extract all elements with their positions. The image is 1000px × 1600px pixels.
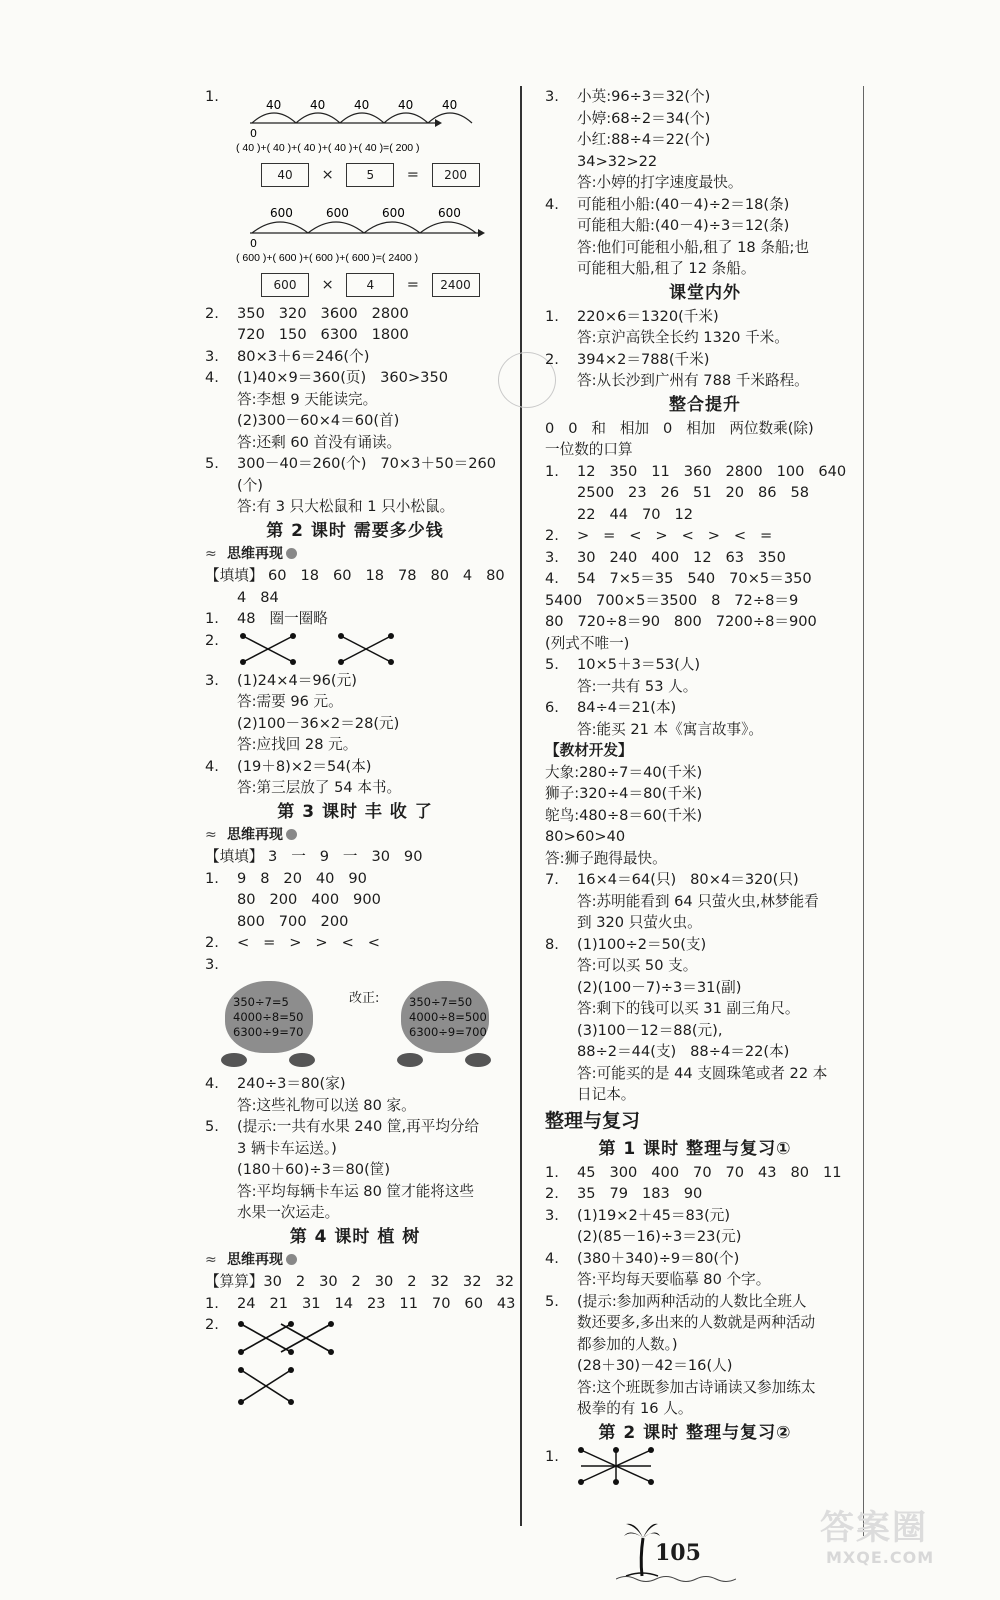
lesson-3-heading: 第 3 课时 丰 收 了: [277, 801, 433, 822]
answer-line: 1. 24 21 31 14 23 11 70 60 43: [205, 1294, 516, 1312]
answer-line: (2)100－36×2＝28(元): [237, 714, 400, 732]
answer-line: 4 84: [237, 588, 279, 606]
answer-line: (2)(100－7)÷3＝31(副): [577, 978, 742, 996]
box-product: 200: [432, 163, 480, 187]
answer-line: (2)(85－16)÷3＝23(元): [577, 1228, 742, 1245]
answer-line: 5. (提示:参加两种活动的人数比全班人: [545, 1292, 807, 1310]
axis-arrow: [435, 119, 442, 127]
answer-line: 答:小婷的打字速度最快。: [577, 174, 743, 191]
think-banner: ≈ 思维再现: [205, 544, 505, 566]
box-row-1: [261, 163, 480, 187]
arc-label: 40: [266, 97, 282, 112]
box-row-2: [261, 273, 480, 297]
leaf-icon: [465, 1053, 491, 1067]
right-column: [545, 86, 845, 1490]
answer-line: 小红:88÷4＝22(个): [577, 131, 711, 148]
answer-line: 都参加的人数。): [577, 1335, 678, 1353]
answer-line: 3. 小英:96÷3＝32(个): [545, 88, 711, 105]
peach-equations: 350÷7=5 4000÷8=50 6300÷9=70: [233, 995, 304, 1039]
answers-block-b: [205, 565, 505, 799]
answer-line: 4. (380＋340)÷9＝80(个): [545, 1249, 740, 1267]
arc: [340, 113, 384, 123]
answer-line: 答:还剩 60 首没有诵读。: [237, 433, 402, 451]
answer-line: 鸵鸟:480÷8＝60(千米): [545, 806, 703, 824]
answer-line: 日记本。: [577, 1086, 636, 1103]
answer-line: 答:这个班既参加古诗诵读又参加练太: [577, 1378, 816, 1396]
answer-line: 答:京沪高铁全长约 1320 千米。: [577, 329, 789, 346]
answer-line: (列式不唯一): [545, 634, 630, 652]
arc: [252, 113, 296, 123]
answer-line: 答:有 3 只大松鼠和 1 只小松鼠。: [237, 498, 455, 515]
brain-icon: [286, 548, 297, 559]
brain-icon: [286, 829, 297, 840]
star-lines-diagram: [575, 1444, 665, 1488]
answer-line: 0 0 和 相加 0 相加 两位数乘(除): [545, 419, 814, 437]
arc: [252, 222, 308, 233]
answer-line: 4. 可能租小船:(40－4)÷2＝18(条): [545, 195, 790, 213]
swirl-icon: ≈: [205, 826, 217, 843]
answer-line: 3. 80×3＋6＝246(个): [205, 347, 370, 365]
review-lesson-1-heading: 第 1 课时 整理与复习①: [598, 1138, 792, 1159]
think-banner: ≈ 思维再现: [205, 825, 505, 847]
answer-line: 3. 30 240 400 12 63 350: [545, 548, 786, 566]
times-sign: ×: [321, 275, 334, 293]
answer-line: 答:从长沙到广州有 788 千米路程。: [577, 372, 809, 389]
answer-line: 2. 350 320 3600 2800: [205, 304, 409, 322]
think-banner: ≈ 思维再现: [205, 1250, 505, 1272]
sum-line: ( 40 )+( 40 )+( 40 )+( 40 )+( 40 )=( 200 ): [236, 141, 420, 154]
review-lesson-2-heading: 第 2 课时 整理与复习②: [598, 1422, 792, 1443]
wave-ornament: [616, 1574, 736, 1584]
arc-label: 600: [382, 205, 405, 220]
answer-line: 答:剩下的钱可以买 31 副三角尺。: [577, 1000, 800, 1017]
peach-original: [225, 975, 317, 1061]
answer-line: 答:李想 9 天能读完。: [237, 390, 378, 408]
box-factor: 4: [346, 273, 394, 297]
q1-figure: [205, 87, 505, 293]
brain-icon: [286, 1254, 297, 1265]
answer-line: 8. (1)100÷2＝50(支): [545, 935, 707, 953]
answer-line: 可能租大船,租了 12 条船。: [577, 260, 756, 277]
answer-line: 可能租大船:(40－4)÷3＝12(条): [577, 217, 790, 234]
answer-line: 【算算】30 2 30 2 30 2 32 32 32: [205, 1273, 514, 1290]
arc: [308, 222, 364, 233]
answer-line: 答:应找回 28 元。: [237, 736, 358, 753]
answer-line: 答:需要 96 元。: [237, 693, 343, 710]
arcs-2: [252, 222, 476, 233]
arc: [420, 222, 476, 233]
answers-block-rd: [545, 1162, 845, 1420]
answer-line: 2.: [205, 1316, 219, 1333]
axis-arrow: [478, 229, 485, 237]
lesson-2-heading: 第 2 课时 需要多少钱: [266, 520, 444, 541]
sum-line: ( 600 )+( 600 )+( 600 )+( 600 )=( 2400 ): [236, 251, 419, 264]
answer-line: 3.: [205, 955, 219, 973]
answers-block-c: [205, 846, 505, 975]
answer-line: 4. (1)40×9＝360(页) 360>350: [205, 369, 449, 386]
answer-line: 答:这些礼物可以送 80 家。: [237, 1096, 416, 1114]
answer-line: 2. 35 79 183 90: [545, 1185, 703, 1202]
answer-line: 5400 700×5＝3500 8 72÷8＝9: [545, 591, 799, 609]
classroom-heading: 课堂内外: [669, 282, 741, 303]
arc: [384, 113, 428, 123]
number-line-2: [230, 197, 530, 267]
answer-line: 【填填】 60 18 60 18 78 80 4 80: [205, 567, 505, 584]
leaf-icon: [397, 1053, 423, 1067]
swirl-icon: ≈: [205, 1251, 217, 1268]
answer-line: 狮子:320÷4＝80(千米): [545, 785, 703, 802]
arc-label: 600: [438, 205, 461, 220]
peach-corrected: [401, 975, 493, 1061]
arc-label: 40: [354, 97, 370, 112]
answers-block-rc: [545, 418, 845, 1106]
answer-line: 2. 394×2＝788(千米): [545, 350, 710, 368]
watermark-logo: 答案圈: [820, 1508, 928, 1548]
integrate-heading: 整合提升: [669, 394, 741, 415]
number-line-1: [230, 87, 530, 157]
textbook-dev-label: 【教材开发】: [545, 742, 633, 759]
times-sign: ×: [321, 165, 334, 183]
box-factor: 5: [346, 163, 394, 187]
arc: [428, 113, 472, 123]
answer-line: 720 150 6300 1800: [237, 326, 409, 343]
answer-line: 2500 23 26 51 20 86 58: [577, 484, 810, 501]
answer-line: 2.: [205, 630, 505, 670]
answer-line: 34>32>22: [577, 152, 658, 170]
answer-line: 80 200 400 900: [237, 891, 381, 908]
box-factor: 40: [261, 163, 309, 187]
answers-block-e: [205, 1271, 516, 1336]
answer-line: 3. (1)24×4＝96(元): [205, 671, 357, 689]
peach-equations: 350÷7=50 4000÷8=500 6300÷9=700: [409, 995, 487, 1039]
arc: [296, 113, 340, 123]
answer-line: (2)300－60×4＝60(首): [237, 412, 400, 429]
answer-line: 极拳的有 16 人。: [577, 1400, 693, 1417]
equals-sign: =: [406, 275, 420, 293]
arc-label: 40: [398, 97, 414, 112]
answer-line: 800 700 200: [237, 912, 349, 930]
answer-line: 数还要多,多出来的人数就是两种活动: [577, 1314, 816, 1331]
arc-label: 600: [326, 205, 349, 220]
answer-line: 5. (提示:一共有水果 240 筐,再平均分给: [205, 1118, 480, 1135]
answer-line: 答:能买 21 本《寓言故事》。: [577, 720, 763, 738]
answer-line: (3)100－12＝88(元),: [577, 1021, 723, 1039]
correct-label: 改正:: [349, 991, 380, 1006]
column-divider: [520, 86, 522, 1526]
answer-line: 88÷2＝44(支) 88÷4＝22(本): [577, 1043, 790, 1060]
lesson-4-heading: 第 4 课时 植 树: [289, 1226, 421, 1247]
matching-cross-diagram: [237, 630, 397, 668]
answer-line: 1. 45 300 400 70 70 43 80 11: [545, 1163, 842, 1181]
answer-line: 答:他们可能租小船,租了 18 条船;也: [577, 238, 810, 256]
answer-line: 答:一共有 53 人。: [577, 677, 698, 695]
watermark-url: MXQE.COM: [826, 1548, 935, 1567]
answer-line: 2. < = > > < <: [205, 934, 380, 951]
answer-line: 4. 54 7×5＝35 540 70×5＝350: [545, 570, 812, 587]
answer-line: 大象:280÷7＝40(千米): [545, 763, 703, 781]
answer-line: 到 320 只萤火虫。: [577, 914, 702, 931]
review-heading: 整理与复习: [545, 1109, 641, 1132]
answers-block-ra: [545, 86, 845, 280]
answer-line: 1. 12 350 11 360 2800 100 640: [545, 462, 847, 480]
answers-block-d: [205, 1073, 505, 1224]
answer-line: 1.: [545, 1446, 845, 1490]
left-column: [205, 86, 516, 1408]
answer-line: 答:狮子跑得最快。: [545, 849, 667, 867]
answer-line: (个): [237, 476, 263, 494]
answer-line: 5. 10×5＋3＝53(人): [545, 656, 701, 673]
answer-line: 【填填】 3 一 9 一 30 90: [205, 848, 423, 865]
arc-label: 600: [270, 205, 293, 220]
zero-label: 0: [250, 236, 257, 250]
answer-line: 1. 48 圈一圈略: [205, 610, 328, 627]
answer-line: 答:苏明能看到 64 只萤火虫,林梦能看: [577, 892, 819, 910]
answer-line: 3 辆卡车运送。): [237, 1139, 337, 1157]
answer-line: 水果一次运走。: [237, 1204, 340, 1221]
equals-sign: =: [406, 165, 420, 183]
answer-line: (180＋60)÷3＝80(筐): [237, 1161, 391, 1178]
arc-label: 40: [442, 97, 458, 112]
peach-figure: [205, 975, 505, 1073]
zero-label: 0: [250, 126, 257, 140]
answer-line: 4. 240÷3＝80(家): [205, 1075, 346, 1092]
answer-line: 5. 300－40＝260(个) 70×3＋50＝260: [205, 455, 497, 472]
swirl-icon: ≈: [205, 545, 217, 562]
answer-line: 80 720÷8＝90 800 7200÷8＝900: [545, 613, 817, 630]
answer-line: (28＋30)－42＝16(人): [577, 1357, 733, 1374]
page-number: 105: [655, 1540, 701, 1566]
margin-rule: [863, 86, 864, 1536]
box-product: 2400: [432, 273, 480, 297]
leaf-icon: [289, 1053, 315, 1067]
answer-line: 一位数的口算: [545, 441, 633, 458]
answer-line: 1. 9 8 20 40 90: [205, 869, 367, 887]
answer-line: 答:第三层放了 54 本书。: [237, 779, 402, 796]
answers-block-a: [205, 303, 505, 518]
answer-line: 3. (1)19×2＋45＝83(元): [545, 1206, 731, 1224]
answer-line: 2. > = < > < > < =: [545, 527, 773, 544]
answers-block-rb: [545, 306, 845, 392]
answer-line: 答:可能买的是 44 支圆珠笔或者 22 本: [577, 1064, 828, 1082]
answer-line: 80>60>40: [545, 828, 626, 845]
answer-line: 4. (19＋8)×2＝54(本): [205, 757, 372, 775]
answer-line: 1. 220×6＝1320(千米): [545, 307, 719, 325]
arc-label: 40: [310, 97, 326, 112]
leaf-icon: [221, 1053, 247, 1067]
box-factor: 600: [261, 273, 309, 297]
answer-line: 答:平均每辆卡车运 80 筐才能将这些: [237, 1182, 475, 1200]
q1-number: 1.: [205, 88, 219, 105]
answer-line: 7. 16×4＝64(只) 80×4＝320(只): [545, 871, 799, 888]
answer-line: 小婷:68÷2＝34(个): [577, 109, 711, 127]
answer-line: 6. 84÷4＝21(本): [545, 699, 677, 716]
arc: [364, 222, 420, 233]
answer-line: 22 44 70 12: [577, 505, 694, 523]
answer-line: 答:可以买 50 支。: [577, 957, 698, 974]
answer-line: 答:平均每天要临摹 80 个字。: [577, 1271, 771, 1288]
